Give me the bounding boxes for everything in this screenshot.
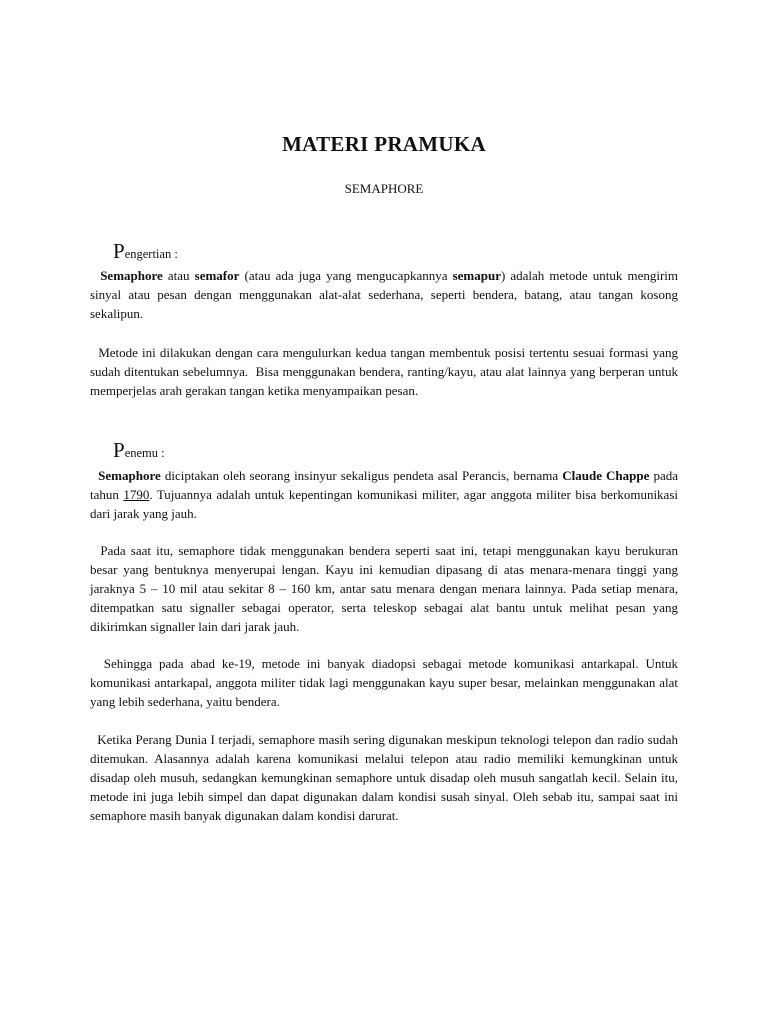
heading-text: engertian : <box>124 247 178 261</box>
paragraph-penemu-4: Ketika Perang Dunia I terjadi, semaphore masih sering digunakan meskipun teknologi telepon dan radio sudah ditemukan. Alasannya adalah karena komunikasi melalui telepon atau radio memiliki kemungkinan untuk disadap oleh musuh, sedangkan kemungkinan semaphore untuk disadap oleh musuh sangatlah kecil. Selain itu, metode ini juga lebih simpel dan dapat digunakan dalam kondisi susah sinyal. Oleh sebab itu, sampai saat ini semaphore masih banyak digunakan dalam kondisi darurat. <box>90 732 678 823</box>
heading-drop-cap: P <box>113 438 125 462</box>
text-run: atau <box>162 268 195 283</box>
term-semaphore: Semaphore <box>100 268 163 283</box>
term-semafor: semafor <box>194 268 240 283</box>
text-run: . Tujuannya adalah untuk kepentingan komunikasi militer, agar anggota militer bisa berkomunikasi dari jarak yang jauh. <box>90 487 678 521</box>
text-run: ) adalah metode untuk mengirim sinyal atau pesan dengan menggunakan alat-alat sederhana, seperti bendera, batang, atau tangan kosong sekalipun. <box>90 268 678 321</box>
paragraph-penemu-1 <box>90 466 678 523</box>
term-semaphore: Semaphore <box>98 468 161 483</box>
name-claude-chappe: Claude Chappe <box>562 468 650 483</box>
section-heading-pengertian <box>113 239 178 264</box>
indent <box>90 468 98 483</box>
text-run: pada tahun <box>90 468 679 502</box>
text-run: (atau ada juga yang mengucapkannya <box>239 268 453 283</box>
heading-text: enemu : <box>124 446 165 460</box>
indent <box>90 268 100 283</box>
year-link[interactable]: 1790 <box>123 487 150 502</box>
term-semapur: semapur <box>452 268 501 283</box>
paragraph-pengertian-2: Metode ini dilakukan dengan cara mengulurkan kedua tangan membentuk posisi tertentu sesuai formasi yang sudah ditentukan sebelumnya. Bisa menggunakan bendera, ranting/kayu, atau alat lainnya yang berperan untuk memperjelas arah gerakan tangan ketika menyampaikan pesan. <box>90 345 678 398</box>
page-title: MATERI PRAMUKA <box>282 132 486 156</box>
section-heading-penemu <box>113 438 165 463</box>
paragraph-penemu-2: Pada saat itu, semaphore tidak menggunakan bendera seperti saat ini, tetapi menggunakan kayu berukuran besar yang bentuknya menyerupai lengan. Kayu ini kemudian dipasang di atas menara-menara tinggi yang jaraknya 5 – 10 mil atau sekitar 8 – 160 km, antar satu menara dengan menara lainnya. Pada setiap menara, ditempatkan satu signaller sebagai operator, serta teleskop sebagai alat bantu untuk melihat pesan yang dikirimkan signaller lain dari jarak jauh. <box>90 543 678 634</box>
page-subtitle: SEMAPHORE <box>344 181 424 196</box>
paragraph-pengertian-1 <box>90 266 678 323</box>
heading-drop-cap: P <box>113 239 125 263</box>
paragraph-penemu-3: Sehingga pada abad ke-19, metode ini banyak diadopsi sebagai metode komunikasi antarkapal. Untuk komunikasi antarkapal, anggota militer tidak lagi menggunakan kayu super besar, melainkan menggunakan alat yang lebih sederhana, yaitu bendera. <box>90 656 678 709</box>
text-run: diciptakan oleh seorang insinyur sekaligus pendeta asal Perancis, bernama <box>160 468 563 483</box>
